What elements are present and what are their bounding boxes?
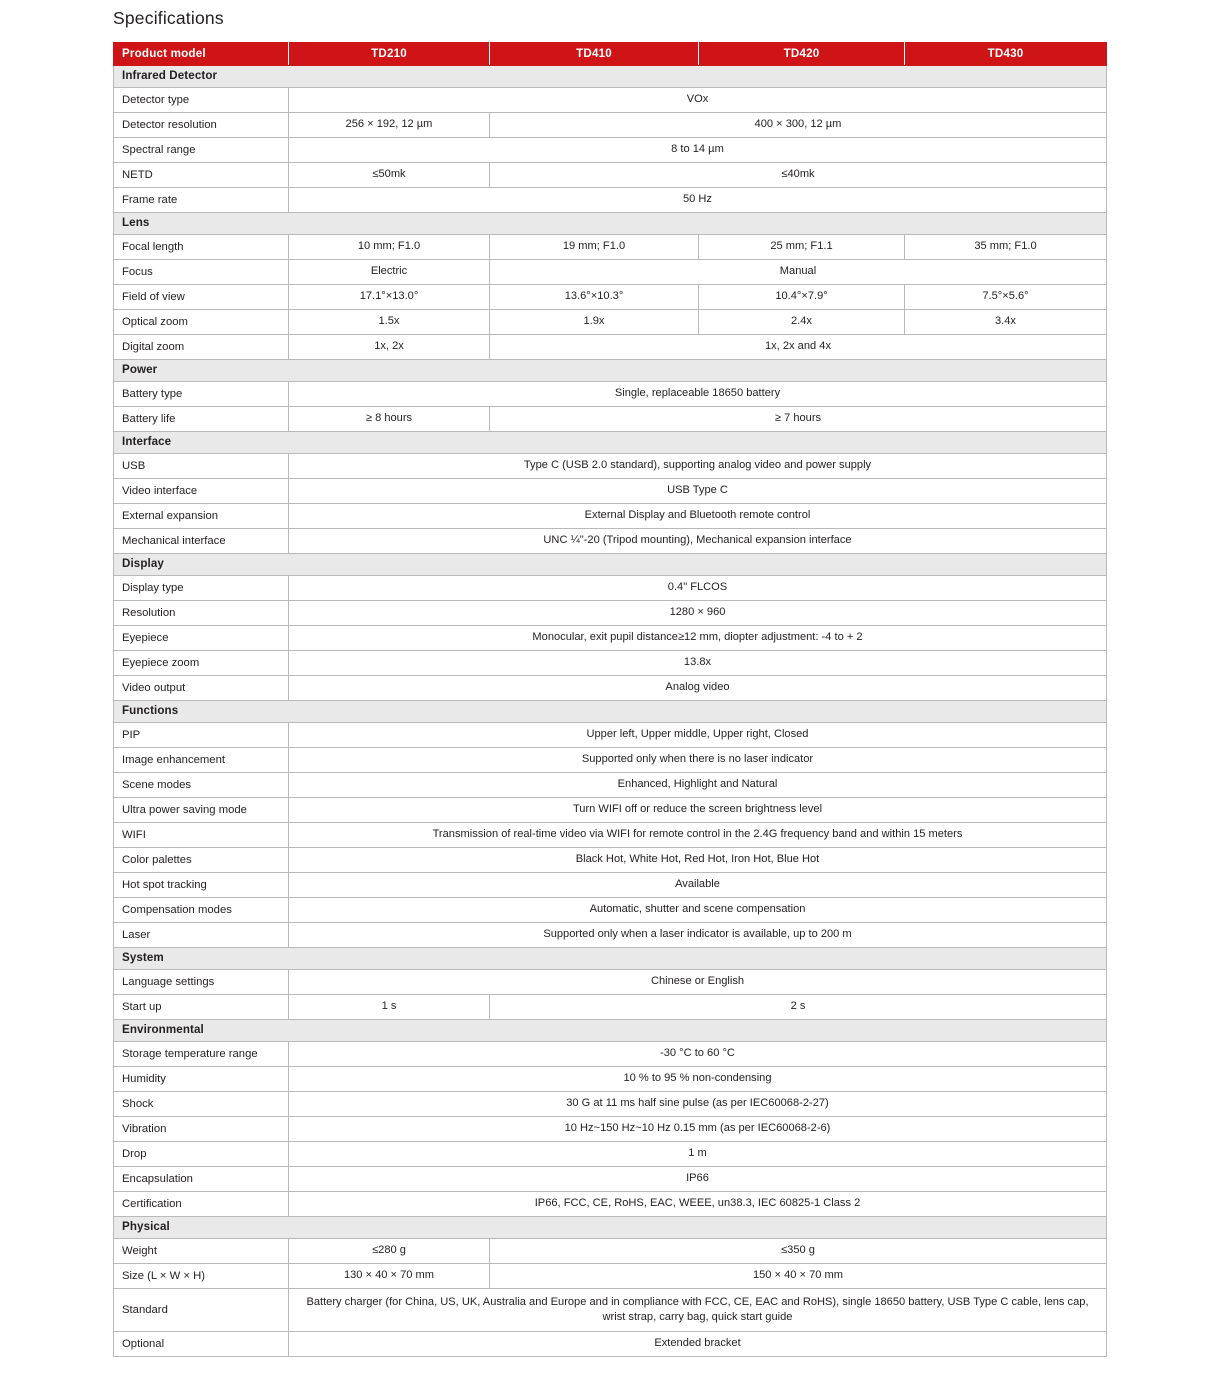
cell-value: 1 s [289, 995, 490, 1020]
cell-value: Extended bracket [289, 1332, 1107, 1357]
cell-value: 400 × 300, 12 µm [490, 113, 1107, 138]
cell-value: Available [289, 873, 1107, 898]
row-label-shock: Shock [114, 1092, 289, 1117]
cell-value: Upper left, Upper middle, Upper right, Closed [289, 723, 1107, 748]
specifications-table [113, 42, 1107, 1357]
row-label-hot-spot-tracking: Hot spot tracking [114, 873, 289, 898]
row-label-frame-rate: Frame rate [114, 188, 289, 213]
table-row [114, 1264, 1107, 1289]
cell-value: Manual [490, 260, 1107, 285]
row-label-digital-zoom: Digital zoom [114, 335, 289, 360]
row-label-vibration: Vibration [114, 1117, 289, 1142]
table-row [114, 1332, 1107, 1357]
cell-value: Chinese or English [289, 970, 1107, 995]
cell-value: UNC ¼"-20 (Tripod mounting), Mechanical expansion interface [289, 529, 1107, 554]
table-row [114, 188, 1107, 213]
row-label-color-palettes: Color palettes [114, 848, 289, 873]
cell-value: 1 m [289, 1142, 1107, 1167]
section-title: Functions [114, 701, 1107, 723]
cell-value: 130 × 40 × 70 mm [289, 1264, 490, 1289]
section-header-display [114, 554, 1107, 576]
cell-value: 35 mm; F1.0 [905, 235, 1107, 260]
table-row [114, 1067, 1107, 1092]
row-label-drop: Drop [114, 1142, 289, 1167]
specifications-table-body [114, 43, 1107, 1357]
cell-value: 10 mm; F1.0 [289, 235, 490, 260]
table-row [114, 163, 1107, 188]
cell-value: 30 G at 11 ms half sine pulse (as per IEC60068-2-27) [289, 1092, 1107, 1117]
section-title: Interface [114, 432, 1107, 454]
table-row [114, 1192, 1107, 1217]
cell-value: ≤40mk [490, 163, 1107, 188]
section-header-physical [114, 1217, 1107, 1239]
cell-value: External Display and Bluetooth remote control [289, 504, 1107, 529]
table-row [114, 138, 1107, 163]
section-header-lens [114, 213, 1107, 235]
section-header-functions [114, 701, 1107, 723]
cell-value: ≥ 7 hours [490, 407, 1107, 432]
cell-value: Electric [289, 260, 490, 285]
cell-value: 17.1°×13.0° [289, 285, 490, 310]
row-label-battery-type: Battery type [114, 382, 289, 407]
table-row [114, 601, 1107, 626]
cell-value: Transmission of real-time video via WIFI for remote control in the 2.4G frequency band and within 15 meters [289, 823, 1107, 848]
header-model-td430: TD430 [905, 43, 1107, 66]
table-row [114, 1167, 1107, 1192]
table-row [114, 1289, 1107, 1332]
row-label-usb: USB [114, 454, 289, 479]
cell-value: -30 °C to 60 °C [289, 1042, 1107, 1067]
row-label-laser: Laser [114, 923, 289, 948]
table-row [114, 407, 1107, 432]
row-label-netd: NETD [114, 163, 289, 188]
row-label-storage-temperature-range: Storage temperature range [114, 1042, 289, 1067]
row-label-eyepiece: Eyepiece [114, 626, 289, 651]
cell-value: 19 mm; F1.0 [490, 235, 699, 260]
section-title: System [114, 948, 1107, 970]
section-title: Power [114, 360, 1107, 382]
cell-value: IP66 [289, 1167, 1107, 1192]
cell-value: 25 mm; F1.1 [699, 235, 905, 260]
cell-value: 13.6°×10.3° [490, 285, 699, 310]
row-label-mechanical-interface: Mechanical interface [114, 529, 289, 554]
table-row [114, 898, 1107, 923]
row-label-detector-type: Detector type [114, 88, 289, 113]
cell-value: 50 Hz [289, 188, 1107, 213]
section-header-environmental [114, 1020, 1107, 1042]
cell-value: ≥ 8 hours [289, 407, 490, 432]
cell-value: Black Hot, White Hot, Red Hot, Iron Hot, Blue Hot [289, 848, 1107, 873]
header-model-td210: TD210 [289, 43, 490, 66]
section-title: Infrared Detector [114, 66, 1107, 88]
row-label-certification: Certification [114, 1192, 289, 1217]
cell-value: 1.9x [490, 310, 699, 335]
section-title: Environmental [114, 1020, 1107, 1042]
cell-value: 2 s [490, 995, 1107, 1020]
row-label-scene-modes: Scene modes [114, 773, 289, 798]
cell-value: Turn WIFI off or reduce the screen brightness level [289, 798, 1107, 823]
row-label-field-of-view: Field of view [114, 285, 289, 310]
cell-value: 1280 × 960 [289, 601, 1107, 626]
cell-value: IP66, FCC, CE, RoHS, EAC, WEEE, un38.3, IEC 60825-1 Class 2 [289, 1192, 1107, 1217]
header-model-td410: TD410 [490, 43, 699, 66]
cell-value: 10.4°×7.9° [699, 285, 905, 310]
cell-value: 2.4x [699, 310, 905, 335]
cell-value: ≤280 g [289, 1239, 490, 1264]
row-label-detector-resolution: Detector resolution [114, 113, 289, 138]
table-row [114, 1239, 1107, 1264]
table-row [114, 773, 1107, 798]
table-row [114, 1092, 1107, 1117]
cell-value: Supported only when a laser indicator is available, up to 200 m [289, 923, 1107, 948]
row-label-language-settings: Language settings [114, 970, 289, 995]
table-row [114, 723, 1107, 748]
row-label-image-enhancement: Image enhancement [114, 748, 289, 773]
table-row [114, 626, 1107, 651]
cell-value: 10 % to 95 % non-condensing [289, 1067, 1107, 1092]
table-row [114, 285, 1107, 310]
table-row [114, 88, 1107, 113]
row-label-video-interface: Video interface [114, 479, 289, 504]
cell-value: VOx [289, 88, 1107, 113]
table-row [114, 454, 1107, 479]
cell-value: USB Type C [289, 479, 1107, 504]
cell-value: ≤50mk [289, 163, 490, 188]
table-row [114, 748, 1107, 773]
section-header-infrared-detector [114, 66, 1107, 88]
cell-value: Enhanced, Highlight and Natural [289, 773, 1107, 798]
table-row [114, 576, 1107, 601]
cell-value: 1x, 2x and 4x [490, 335, 1107, 360]
cell-value: 1x, 2x [289, 335, 490, 360]
row-label-focus: Focus [114, 260, 289, 285]
cell-value: Monocular, exit pupil distance≥12 mm, diopter adjustment: -4 to + 2 [289, 626, 1107, 651]
section-title: Physical [114, 1217, 1107, 1239]
section-header-interface [114, 432, 1107, 454]
table-row [114, 504, 1107, 529]
row-label-wifi: WIFI [114, 823, 289, 848]
table-header-row [114, 43, 1107, 66]
table-row [114, 1142, 1107, 1167]
table-row [114, 676, 1107, 701]
row-label-encapsulation: Encapsulation [114, 1167, 289, 1192]
row-label-optical-zoom: Optical zoom [114, 310, 289, 335]
row-label-humidity: Humidity [114, 1067, 289, 1092]
table-row [114, 995, 1107, 1020]
cell-value: Type C (USB 2.0 standard), supporting analog video and power supply [289, 454, 1107, 479]
cell-value: Battery charger (for China, US, UK, Australia and Europe and in compliance with FCC, CE, EAC and RoHS), single 18650 battery, USB Type C cable, lens cap, wrist strap, carry bag, quick start guide [289, 1289, 1107, 1332]
table-row [114, 479, 1107, 504]
row-label-compensation-modes: Compensation modes [114, 898, 289, 923]
cell-value: ≤350 g [490, 1239, 1107, 1264]
section-header-power [114, 360, 1107, 382]
table-row [114, 310, 1107, 335]
table-row [114, 235, 1107, 260]
row-label-focal-length: Focal length [114, 235, 289, 260]
table-row [114, 1117, 1107, 1142]
table-row [114, 651, 1107, 676]
table-row [114, 848, 1107, 873]
page-title: Specifications [113, 8, 224, 28]
table-row [114, 382, 1107, 407]
row-label-ultra-power-saving-mode: Ultra power saving mode [114, 798, 289, 823]
cell-value: Analog video [289, 676, 1107, 701]
section-title: Display [114, 554, 1107, 576]
header-product-model: Product model [114, 43, 289, 66]
header-model-td420: TD420 [699, 43, 905, 66]
cell-value: 8 to 14 µm [289, 138, 1107, 163]
cell-value: Supported only when there is no laser indicator [289, 748, 1107, 773]
row-label-resolution: Resolution [114, 601, 289, 626]
cell-value: 0.4" FLCOS [289, 576, 1107, 601]
table-row [114, 923, 1107, 948]
table-row [114, 260, 1107, 285]
section-title: Lens [114, 213, 1107, 235]
row-label-battery-life: Battery life [114, 407, 289, 432]
table-row [114, 873, 1107, 898]
cell-value: 3.4x [905, 310, 1107, 335]
row-label-display-type: Display type [114, 576, 289, 601]
row-label-start-up: Start up [114, 995, 289, 1020]
table-row [114, 529, 1107, 554]
table-row [114, 1042, 1107, 1067]
cell-value: 7.5°×5.6° [905, 285, 1107, 310]
row-label-pip: PIP [114, 723, 289, 748]
cell-value: 10 Hz~150 Hz~10 Hz 0.15 mm (as per IEC60068-2-6) [289, 1117, 1107, 1142]
cell-value: Single, replaceable 18650 battery [289, 382, 1107, 407]
row-label-size-l-w-h: Size (L × W × H) [114, 1264, 289, 1289]
row-label-external-expansion: External expansion [114, 504, 289, 529]
row-label-optional: Optional [114, 1332, 289, 1357]
cell-value: Automatic, shutter and scene compensation [289, 898, 1107, 923]
cell-value: 13.8x [289, 651, 1107, 676]
table-row [114, 798, 1107, 823]
cell-value: 150 × 40 × 70 mm [490, 1264, 1107, 1289]
table-row [114, 823, 1107, 848]
row-label-video-output: Video output [114, 676, 289, 701]
cell-value: 256 × 192, 12 µm [289, 113, 490, 138]
row-label-eyepiece-zoom: Eyepiece zoom [114, 651, 289, 676]
row-label-spectral-range: Spectral range [114, 138, 289, 163]
table-row [114, 335, 1107, 360]
table-row [114, 113, 1107, 138]
row-label-standard: Standard [114, 1289, 289, 1332]
cell-value: 1.5x [289, 310, 490, 335]
section-header-system [114, 948, 1107, 970]
row-label-weight: Weight [114, 1239, 289, 1264]
table-row [114, 970, 1107, 995]
